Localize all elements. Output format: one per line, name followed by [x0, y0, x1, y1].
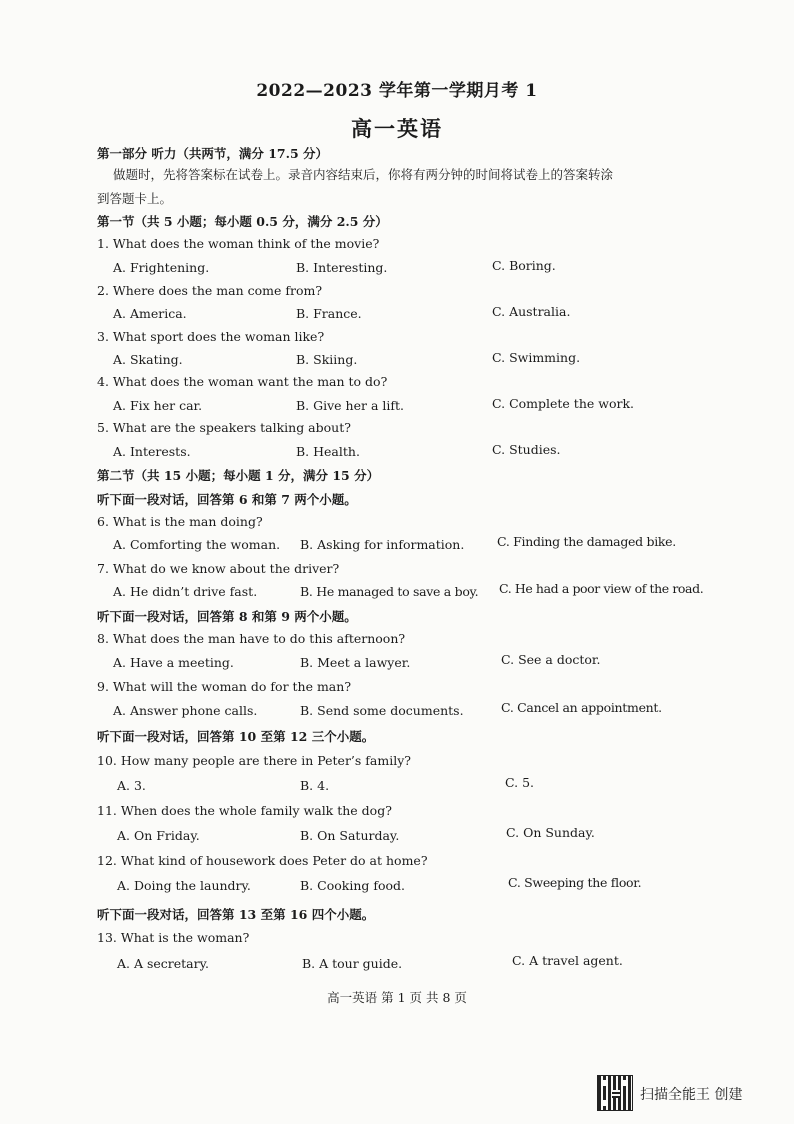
q4-option-b: B. Give her a lift. [296, 398, 404, 413]
exam-title: 2022—2023 学年第一学期月考 1 [256, 81, 538, 101]
q4-option-a: A. Fix her car. [113, 398, 203, 413]
q5-option-b: B. Health. [296, 444, 360, 459]
q1-option-b: B. Interesting. [296, 260, 388, 275]
q6-option-c: C. Finding the damaged bike. [497, 534, 676, 549]
q3-option-a: A. Skating. [113, 352, 183, 367]
question-13: 13. What is the woman? [97, 930, 250, 945]
question-4: 4. What does the woman want the man to do? [97, 374, 388, 389]
q13-option-a: A. A secretary. [117, 956, 209, 971]
part1-heading: 第一部分 听力（共两节，满分 17.5 分） [97, 146, 329, 161]
section2-heading: 第二节（共 15 小题；每小题 1 分，满分 15 分） [97, 468, 380, 483]
q4-option-c: C. Complete the work. [492, 396, 634, 411]
q3-option-c: C. Swimming. [492, 350, 581, 365]
q2-option-b: B. France. [296, 306, 362, 321]
q8-option-b: B. Meet a lawyer. [300, 655, 411, 670]
q8-option-a: A. Have a meeting. [113, 655, 234, 670]
q13-option-c: C. A travel agent. [512, 953, 623, 968]
question-8: 8. What does the man have to do this afternoon? [97, 631, 406, 646]
q3-option-b: B. Skiing. [296, 352, 358, 367]
q2-option-a: A. America. [113, 306, 187, 321]
scanner-brand: 扫描全能王 创建 [640, 1087, 743, 1103]
question-10: 10. How many people are there in Peter’s family? [97, 753, 411, 768]
q6-option-b: B. Asking for information. [300, 537, 465, 552]
subject-title: 高一英语 [351, 116, 443, 141]
q11-option-c: C. On Sunday. [506, 825, 595, 840]
question-1: 1. What does the woman think of the movie? [97, 236, 380, 251]
q5-option-a: A. Interests. [113, 444, 191, 459]
q10-option-c: C. 5. [505, 775, 534, 790]
q7-option-b: B. He managed to save a boy. [300, 584, 479, 599]
part1-instruction-line2: 到答题卡上。 [97, 191, 173, 206]
q12-option-b: B. Cooking food. [300, 878, 405, 893]
q6-option-a: A. Comforting the woman. [113, 537, 281, 552]
q11-option-a: A. On Friday. [117, 828, 200, 843]
q12-option-c: C. Sweeping the floor. [508, 875, 642, 890]
q12-option-a: A. Doing the laundry. [117, 878, 251, 893]
question-11: 11. When does the whole family walk the dog? [97, 803, 392, 818]
q5-option-c: C. Studies. [492, 442, 561, 457]
prompt-q10-q12: 听下面一段对话，回答第 10 至第 12 三个小题。 [97, 729, 375, 744]
q7-option-c: C. He had a poor view of the road. [499, 581, 704, 596]
question-6: 6. What is the man doing? [97, 514, 263, 529]
prompt-q6-q7: 听下面一段对话，回答第 6 和第 7 两个小题。 [97, 492, 357, 507]
q9-option-c: C. Cancel an appointment. [501, 700, 662, 715]
page-footer: 高一英语 第 1 页 共 8 页 [327, 990, 467, 1005]
question-12: 12. What kind of housework does Peter do at home? [97, 853, 428, 868]
q11-option-b: B. On Saturday. [300, 828, 400, 843]
q9-option-a: A. Answer phone calls. [113, 703, 258, 718]
q13-option-b: B. A tour guide. [302, 956, 403, 971]
question-9: 9. What will the woman do for the man? [97, 679, 352, 694]
q9-option-b: B. Send some documents. [300, 703, 464, 718]
q2-option-c: C. Australia. [492, 304, 571, 319]
q8-option-c: C. See a doctor. [501, 652, 601, 667]
qr-code-icon [597, 1075, 633, 1111]
part1-instruction-line1: 做题时，先将答案标在试卷上。录音内容结束后，你将有两分钟的时间将试卷上的答案转涂 [113, 167, 614, 182]
question-7: 7. What do we know about the driver? [97, 561, 340, 576]
question-2: 2. Where does the man come from? [97, 283, 323, 298]
section1-heading: 第一节（共 5 小题；每小题 0.5 分，满分 2.5 分） [97, 214, 388, 229]
q7-option-a: A. He didn’t drive fast. [113, 584, 258, 599]
prompt-q13-q16: 听下面一段对话，回答第 13 至第 16 四个小题。 [97, 907, 375, 922]
question-3: 3. What sport does the woman like? [97, 329, 325, 344]
q1-option-c: C. Boring. [492, 258, 556, 273]
q10-option-b: B. 4. [300, 778, 330, 793]
question-5: 5. What are the speakers talking about? [97, 420, 351, 435]
q10-option-a: A. 3. [117, 778, 146, 793]
q1-option-a: A. Frightening. [113, 260, 210, 275]
prompt-q8-q9: 听下面一段对话，回答第 8 和第 9 两个小题。 [97, 609, 357, 624]
